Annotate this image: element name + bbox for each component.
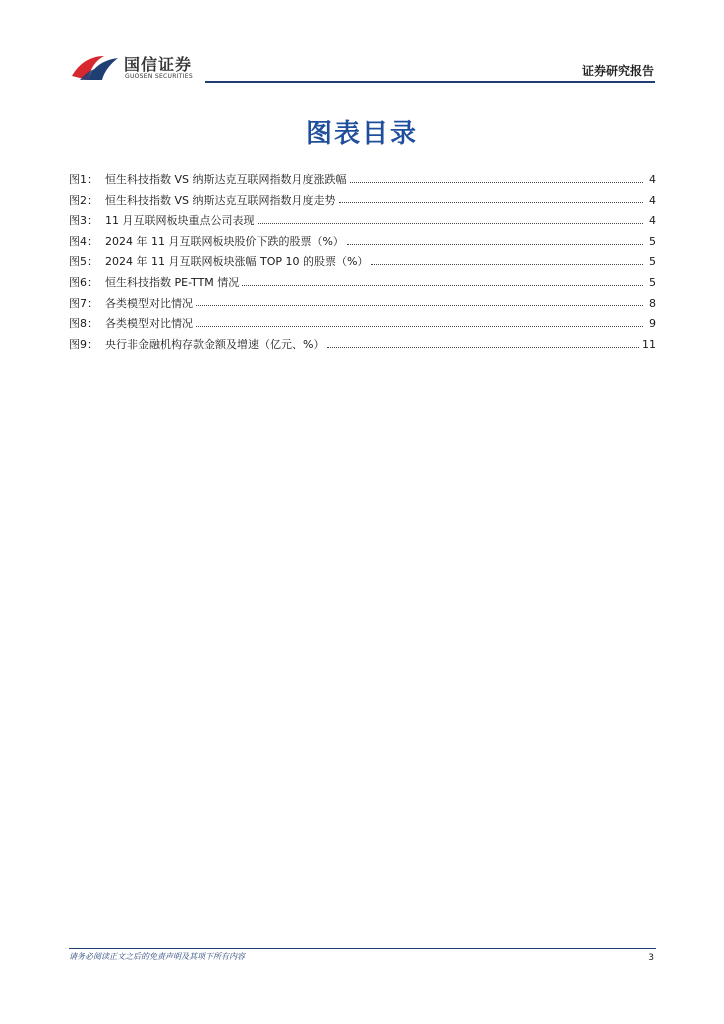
figure-title: 恒生科技指数 VS 纳斯达克互联网指数月度走势: [105, 193, 336, 207]
guosen-logo-icon: [70, 50, 120, 82]
figure-label: 图5：: [69, 255, 98, 269]
dot-leader: [327, 339, 639, 348]
figure-title: 各类模型对比情况: [105, 317, 193, 331]
figure-label: 图4：: [69, 234, 98, 248]
dot-leader: [339, 194, 644, 203]
figure-page: 11: [642, 337, 656, 351]
figure-page: 5: [649, 255, 656, 269]
figure-title: 11 月互联网板块重点公司表现: [105, 214, 255, 228]
figure-label: 图2：: [69, 193, 98, 207]
company-logo: [70, 50, 200, 86]
figure-page: 5: [649, 234, 656, 248]
footer-divider: [69, 948, 656, 949]
toc-row[interactable]: [69, 232, 656, 253]
figure-label: 图3：: [69, 214, 98, 228]
dot-leader: [258, 215, 644, 224]
toc-row[interactable]: [69, 170, 656, 191]
figure-label: 图9：: [69, 337, 98, 351]
figure-page: 4: [649, 193, 656, 207]
toc-row[interactable]: [69, 314, 656, 335]
figure-title: 各类模型对比情况: [105, 296, 193, 310]
dot-leader: [196, 318, 643, 327]
figure-title: 恒生科技指数 VS 纳斯达克互联网指数月度涨跌幅: [105, 173, 347, 186]
dot-leader: [347, 236, 643, 245]
footer-disclaimer: 请务必阅读正文之后的免责声明及其项下所有内容: [69, 952, 245, 961]
company-name-en: GUOSEN SECURITIES: [125, 73, 194, 80]
figure-title: 2024 年 11 月互联网板块股价下跌的股票（%）: [105, 234, 344, 248]
toc-row[interactable]: [69, 252, 656, 273]
report-type-label: 证券研究报告: [581, 64, 654, 78]
toc-title: 图表目录: [305, 119, 418, 149]
figure-page: 8: [649, 296, 656, 310]
figure-title: 恒生科技指数 PE-TTM 情况: [105, 275, 240, 289]
dot-leader: [371, 256, 643, 265]
figure-title: 央行非金融机构存款金额及增速（亿元、%）: [105, 337, 325, 351]
toc-row[interactable]: [69, 191, 656, 212]
toc-row[interactable]: [69, 273, 656, 294]
figure-page: 4: [649, 214, 656, 228]
figure-page: 4: [649, 173, 656, 186]
dot-leader: [242, 277, 643, 286]
figure-label: 图8：: [69, 317, 98, 331]
dot-leader: [196, 297, 643, 306]
toc-row[interactable]: [69, 335, 656, 356]
header-divider: [205, 81, 655, 83]
page-number: 3: [648, 953, 654, 963]
figure-label: 图7：: [69, 296, 98, 310]
figure-page: 9: [649, 317, 656, 331]
toc-row[interactable]: [69, 211, 656, 232]
figure-title: 2024 年 11 月互联网板块涨幅 TOP 10 的股票（%）: [105, 255, 369, 269]
dot-leader: [350, 174, 644, 183]
toc-row[interactable]: [69, 294, 656, 315]
figure-label: 图1：: [69, 173, 98, 186]
figure-page: 5: [649, 275, 656, 289]
page-header: [0, 0, 724, 90]
figure-label: 图6：: [69, 275, 98, 289]
company-name-cn: 国信证券: [124, 55, 193, 74]
table-of-figures: [69, 170, 656, 355]
